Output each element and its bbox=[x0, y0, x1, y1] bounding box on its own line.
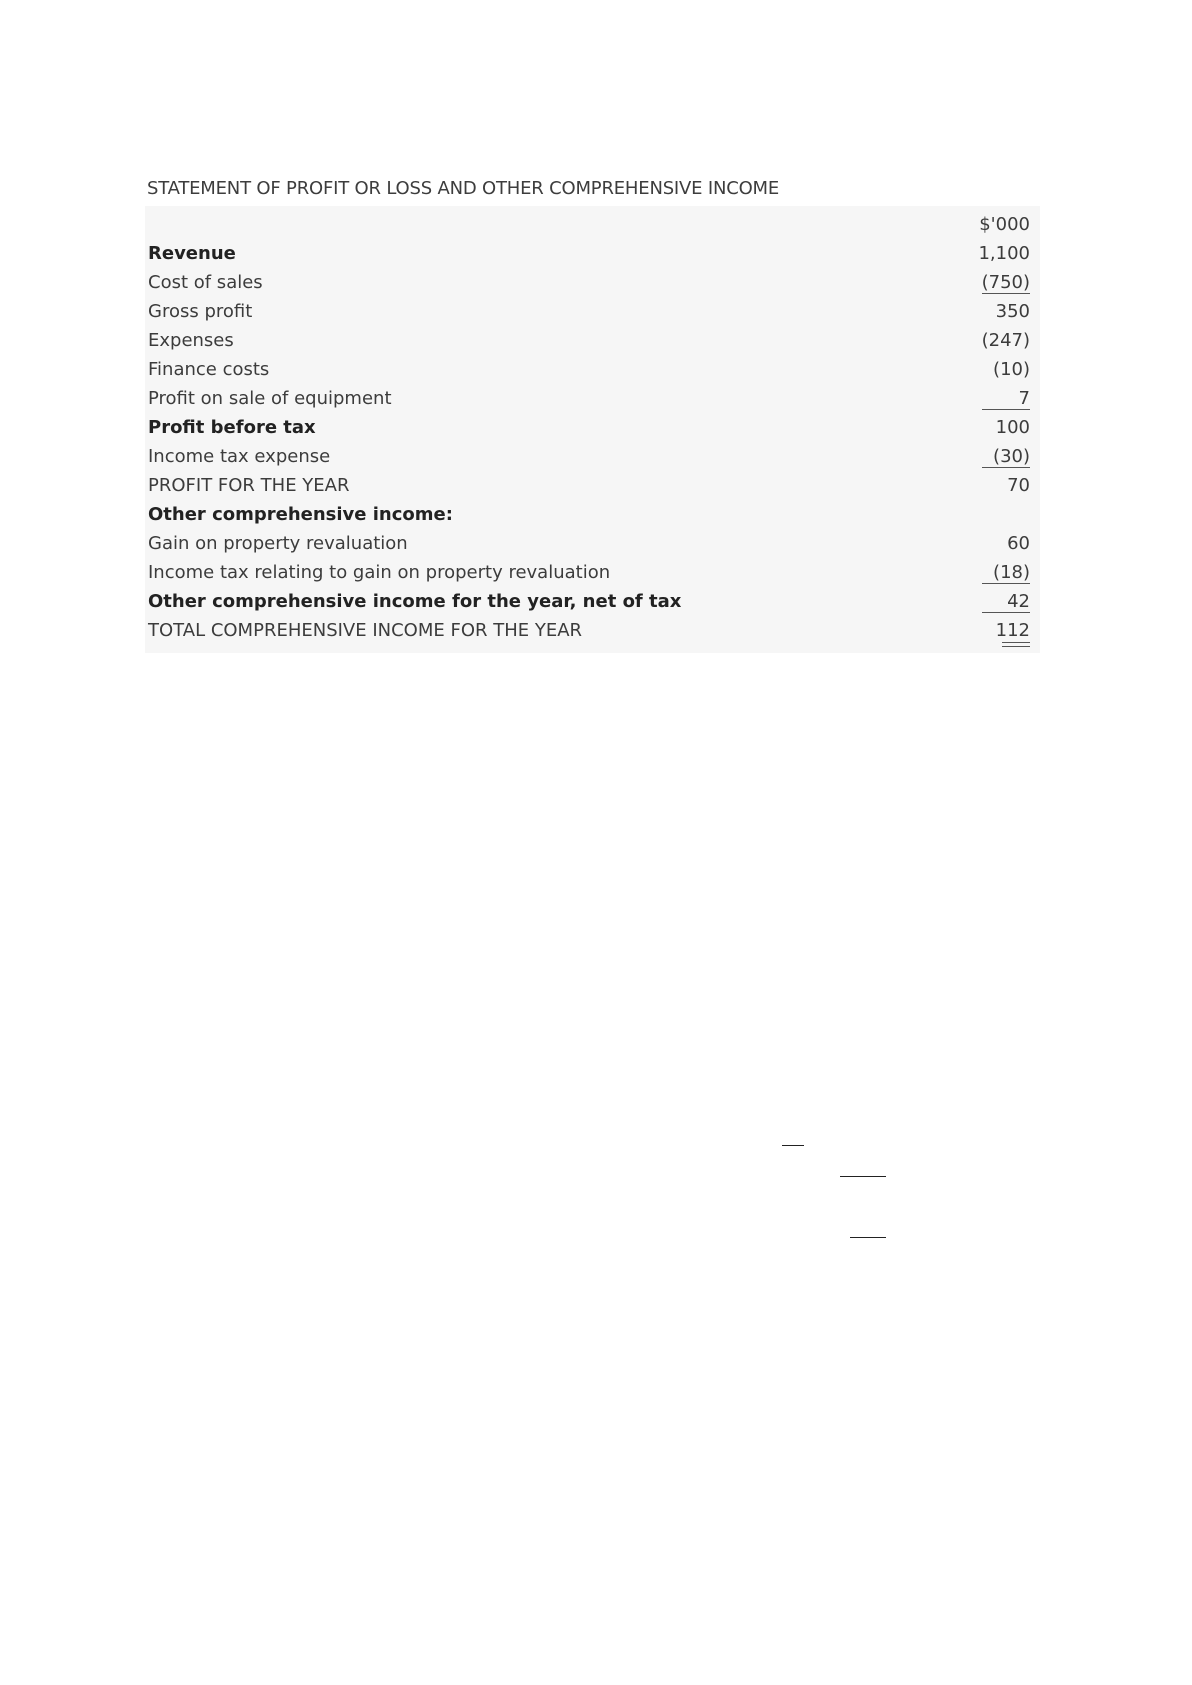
statement-row-profit-for-year bbox=[145, 471, 1040, 500]
row-label: Gain on property revaluation bbox=[148, 533, 408, 554]
row-label: PROFIT FOR THE YEAR bbox=[148, 475, 350, 496]
row-amount: (247) bbox=[981, 330, 1030, 351]
statement-row-profit-on-sale bbox=[145, 384, 1040, 413]
statement-row-income-tax-expense bbox=[145, 442, 1040, 471]
row-amount: (30) bbox=[993, 446, 1030, 467]
statement-row-gross-profit bbox=[145, 297, 1040, 326]
row-label: TOTAL COMPREHENSIVE INCOME FOR THE YEAR bbox=[148, 620, 583, 641]
row-amount: 350 bbox=[995, 301, 1030, 322]
row-amount: 42 bbox=[1007, 591, 1030, 612]
row-label: Expenses bbox=[148, 330, 234, 351]
stray-rule-mark bbox=[782, 1145, 804, 1146]
row-label: Cost of sales bbox=[148, 272, 263, 293]
row-amount: 60 bbox=[1007, 533, 1030, 554]
row-amount: 100 bbox=[995, 417, 1030, 438]
row-amount: 70 bbox=[1007, 475, 1030, 496]
row-amount: 1,100 bbox=[978, 243, 1030, 264]
statement-title: STATEMENT OF PROFIT OR LOSS AND OTHER COMPREHENSIVE INCOME bbox=[145, 176, 1040, 206]
row-label: Gross profit bbox=[148, 301, 253, 322]
row-label: Other comprehensive income: bbox=[148, 504, 453, 525]
statement-row-total-comprehensive-income bbox=[145, 616, 1040, 645]
row-amount: 7 bbox=[1018, 388, 1030, 409]
income-statement bbox=[145, 176, 1040, 653]
stray-rule-mark bbox=[850, 1237, 886, 1238]
statement-row-profit-before-tax bbox=[145, 413, 1040, 442]
statement-row-finance-costs bbox=[145, 355, 1040, 384]
currency-header-row bbox=[145, 210, 1040, 239]
row-amount: (750) bbox=[981, 272, 1030, 293]
row-amount: 112 bbox=[995, 620, 1030, 641]
row-label: Finance costs bbox=[148, 359, 270, 380]
statement-row-oci-net-of-tax bbox=[145, 587, 1040, 616]
row-label: Revenue bbox=[148, 243, 236, 264]
currency-header: $'000 bbox=[979, 214, 1030, 235]
statement-row-oci-heading bbox=[145, 500, 1040, 529]
row-label: Other comprehensive income for the year, net of tax bbox=[148, 591, 682, 612]
statement-row-cost-of-sales bbox=[145, 268, 1040, 297]
row-label: Income tax relating to gain on property revaluation bbox=[148, 562, 611, 583]
row-label: Profit before tax bbox=[148, 417, 316, 438]
row-label: Income tax expense bbox=[148, 446, 331, 467]
row-label: Profit on sale of equipment bbox=[148, 388, 392, 409]
statement-row-revenue bbox=[145, 239, 1040, 268]
statement-row-gain-on-revaluation bbox=[145, 529, 1040, 558]
statement-table bbox=[145, 206, 1040, 653]
statement-row-tax-on-revaluation bbox=[145, 558, 1040, 587]
statement-row-expenses bbox=[145, 326, 1040, 355]
row-amount: (10) bbox=[993, 359, 1030, 380]
row-amount: (18) bbox=[993, 562, 1030, 583]
stray-rule-mark bbox=[840, 1176, 886, 1177]
